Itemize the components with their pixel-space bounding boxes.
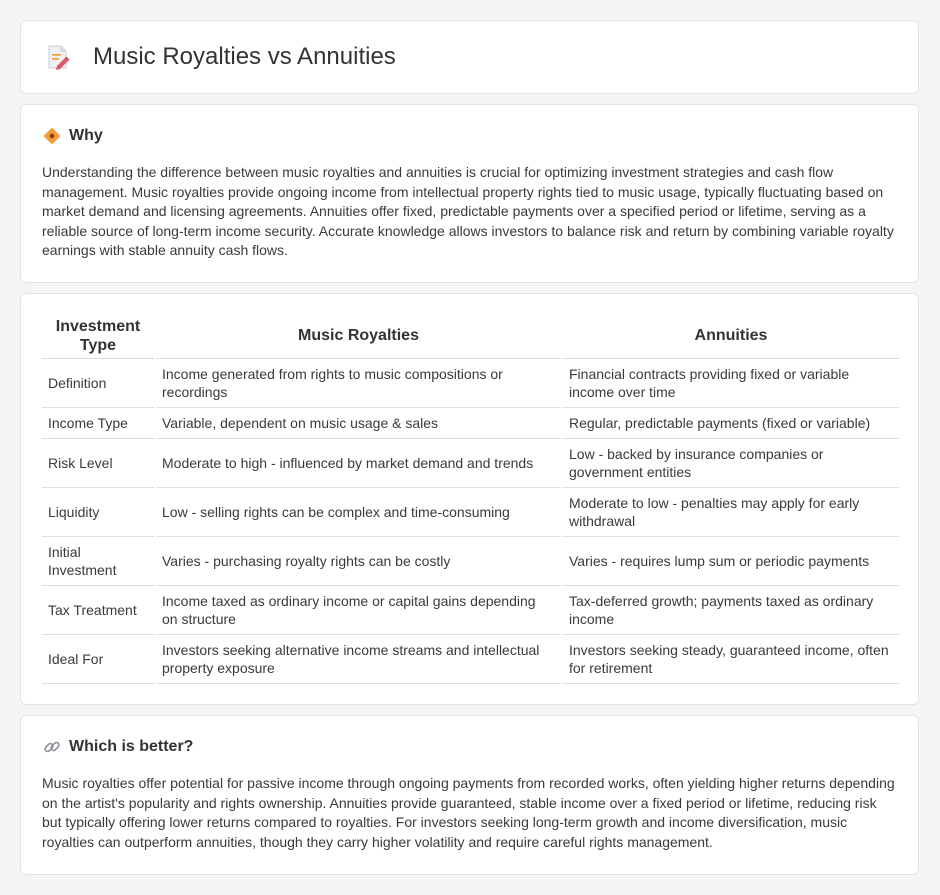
music-royalties-cell: Variable, dependent on music usage & sales: [155, 407, 562, 438]
music-royalties-cell: Varies - purchasing royalty rights can be costly: [155, 536, 562, 585]
music-royalties-cell: Income taxed as ordinary income or capital gains depending on structure: [155, 585, 562, 634]
row-label: Definition: [42, 358, 155, 407]
header-annuities: Annuities: [562, 314, 899, 358]
table-row: [42, 438, 899, 487]
header-music-royalties: Music Royalties: [155, 314, 562, 358]
annuities-cell: Moderate to low - penalties may apply for early withdrawal: [562, 487, 899, 536]
annuities-cell: Regular, predictable payments (fixed or variable): [562, 407, 899, 438]
title-card: [20, 20, 919, 94]
row-label: Risk Level: [42, 438, 155, 487]
annuities-cell: Low - backed by insurance companies or government entities: [562, 438, 899, 487]
link-icon: [43, 738, 61, 756]
page-title: Music Royalties vs Annuities: [93, 43, 396, 70]
why-header: [43, 127, 103, 145]
table-row: [42, 487, 899, 536]
which-better-heading: Which is better?: [69, 738, 194, 755]
diamond-sign-icon: [43, 127, 61, 145]
why-paragraph: Understanding the difference between music royalties and annuities is crucial for optimizing investment strategies and cash flow management. Music royalties provide ongoing income from intellectual property rights tied to music usage, typically fluctuating based on market demand and licensing agreements. Annuities offer fixed, predictable payments over a specified period or lifetime, serving as a reliable source of long-term income security. Accurate knowledge allows investors to balance risk and return by combining variable royalty earnings with stable annuity cash flows.: [42, 164, 894, 258]
music-royalties-cell: Moderate to high - influenced by market demand and trends: [155, 438, 562, 487]
comparison-table: [42, 314, 899, 684]
music-royalties-cell: Investors seeking alternative income streams and intellectual property exposure: [155, 634, 562, 683]
why-card: [20, 104, 919, 283]
which-better-card: [20, 715, 919, 875]
which-better-paragraph: Music royalties offer potential for passive income through ongoing payments from recorded works, often yielding higher returns depending on the artist's popularity and rights ownership. Annuities provide guaranteed, stable income over a fixed period or lifetime, reducing risk but typically offering lower returns compared to royalties. For investors seeking long-term growth and income diversification, music royalties can outperform annuities, though they carry higher volatility and require careful rights management.: [42, 775, 895, 850]
table-row: [42, 585, 899, 634]
table-row: [42, 407, 899, 438]
which-better-header: [43, 738, 193, 756]
row-label: Initial Investment: [42, 536, 155, 585]
table-header-row: [42, 314, 899, 358]
row-label: Income Type: [42, 407, 155, 438]
title-row: [45, 43, 396, 71]
row-label: Liquidity: [42, 487, 155, 536]
table-row: [42, 358, 899, 407]
document-pencil-icon: [45, 43, 71, 71]
header-investment-type: Investment Type: [42, 314, 155, 358]
music-royalties-cell: Low - selling rights can be complex and time-consuming: [155, 487, 562, 536]
annuities-cell: Tax-deferred growth; payments taxed as ordinary income: [562, 585, 899, 634]
why-heading: Why: [69, 127, 103, 144]
music-royalties-cell: Income generated from rights to music compositions or recordings: [155, 358, 562, 407]
annuities-cell: Investors seeking steady, guaranteed income, often for retirement: [562, 634, 899, 683]
annuities-cell: Varies - requires lump sum or periodic payments: [562, 536, 899, 585]
comparison-card: [20, 293, 919, 705]
table-row: [42, 536, 899, 585]
row-label: Tax Treatment: [42, 585, 155, 634]
table-row: [42, 634, 899, 683]
row-label: Ideal For: [42, 634, 155, 683]
annuities-cell: Financial contracts providing fixed or variable income over time: [562, 358, 899, 407]
